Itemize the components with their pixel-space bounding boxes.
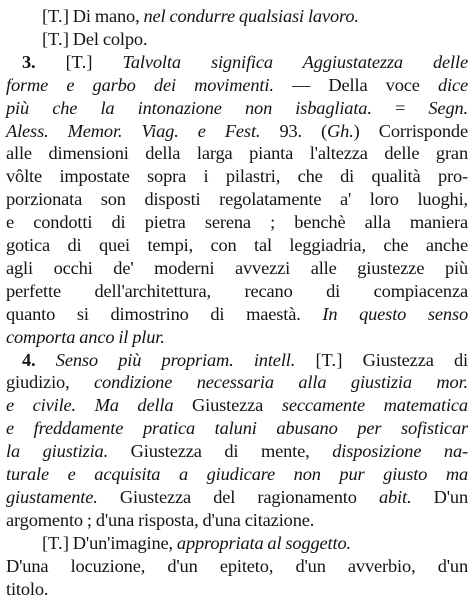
text-run: D'una locuzione, d'un epiteto, d'un avverbio, d'un xyxy=(6,555,468,576)
text-run: giudizio, xyxy=(6,372,95,393)
text-line xyxy=(6,233,468,257)
text-line xyxy=(6,462,468,486)
text-run: [ xyxy=(42,6,48,26)
text-run: perfette dell'architettura, recano di compiacenza xyxy=(6,280,468,301)
text-line xyxy=(6,416,468,440)
text-run: Giustezza di mente, xyxy=(108,441,333,462)
text-line xyxy=(6,302,468,326)
text-run: = xyxy=(371,97,429,118)
text-run: — Della voce xyxy=(273,74,438,95)
text-run: T. xyxy=(47,28,63,49)
text-run: dice xyxy=(437,74,468,95)
text-run: 4. xyxy=(22,349,36,370)
text-run: più che la intonazione non isbagliata. xyxy=(6,97,372,118)
text-run: condizione necessaria alla giustizia mor. xyxy=(94,372,468,393)
text-run: [ xyxy=(35,51,72,72)
text-line xyxy=(6,370,468,394)
text-run: ] D'un'imagine, xyxy=(62,532,177,553)
text-run: appropriata al soggetto. xyxy=(176,532,351,553)
text-run: D'un xyxy=(411,486,468,507)
text-line xyxy=(6,119,468,143)
text-run: Gh. xyxy=(327,120,354,141)
text-run: gotica di quei tempi, con tal leggiadria, che anche xyxy=(6,235,468,255)
text-run: giustamente. xyxy=(6,486,98,507)
text-run: T. xyxy=(47,6,63,26)
text-run: seccamente matematica xyxy=(281,395,468,416)
text-run: Senso più propriam. intell. xyxy=(55,349,296,370)
text-line xyxy=(22,348,468,372)
text-run: vôlte impostate sopra i pilastri, che di qualità pro- xyxy=(6,166,468,187)
text-line xyxy=(6,96,468,120)
text-run: Segn. xyxy=(428,97,468,118)
text-run: ] Del colpo. xyxy=(62,28,148,49)
text-line xyxy=(6,210,468,234)
text-run: alle dimensioni della larga pianta l'altezza delle gran xyxy=(6,143,468,164)
text-run: Aless. Memor. Viag. e Fest. xyxy=(6,120,261,141)
text-run: disposizione na- xyxy=(332,441,468,462)
text-run: titolo. xyxy=(6,578,49,599)
text-run: e freddamente pratica taluni abusano per sofisticar xyxy=(6,418,468,439)
text-line xyxy=(42,27,468,51)
dictionary-page-text xyxy=(6,4,468,599)
text-run: 93. ( xyxy=(260,120,328,141)
text-run: T. xyxy=(71,51,87,72)
text-run: abit. xyxy=(378,486,412,507)
text-run: quanto si dimostrino di maestà. xyxy=(6,303,323,324)
text-line xyxy=(6,554,468,578)
text-run: T. xyxy=(321,349,337,370)
text-line xyxy=(6,577,468,601)
text-run: 3. xyxy=(22,51,36,72)
text-run: ] Di mano, xyxy=(62,6,144,26)
text-run: e condotti di pietra serena ; benchè alla maniera xyxy=(6,212,468,233)
text-line xyxy=(6,187,468,211)
text-line xyxy=(6,485,468,509)
text-line xyxy=(6,256,468,280)
text-run: In questo senso xyxy=(322,303,468,324)
text-run: [ xyxy=(42,532,48,553)
text-run: la giustizia. xyxy=(6,441,109,462)
text-run: e civile. Ma della xyxy=(6,395,174,416)
text-line xyxy=(6,73,468,97)
text-run: Giustezza xyxy=(173,395,282,416)
text-line xyxy=(6,393,468,417)
text-run: turale e acquisita a giudicare non pur giusto ma xyxy=(6,464,468,484)
text-run: agli occhi de' moderni avvezzi alle giustezze più xyxy=(6,257,468,278)
text-run: [ xyxy=(295,349,322,370)
text-line xyxy=(6,164,468,188)
text-run xyxy=(36,350,56,370)
text-run: comporta anco il plur. xyxy=(6,326,165,347)
text-line xyxy=(6,141,468,165)
text-line xyxy=(22,50,468,74)
text-run: Giustezza del ragionamento xyxy=(97,486,379,507)
text-line xyxy=(6,325,468,349)
text-run: argomento ; d'una risposta, d'una citazione. xyxy=(6,509,315,530)
text-run: [ xyxy=(42,28,48,49)
text-line xyxy=(6,279,468,303)
text-line xyxy=(6,508,468,532)
text-line xyxy=(6,439,468,463)
text-run: ] Giustezza di xyxy=(336,349,468,370)
text-run: nel condurre qualsiasi lavoro. xyxy=(143,6,359,26)
text-run: porzionata son disposti regolatamente a' loro luoghi, xyxy=(6,189,468,210)
text-line xyxy=(42,531,468,555)
text-run: forme e garbo dei movimenti. xyxy=(6,74,274,95)
text-run: T. xyxy=(47,532,63,553)
text-run: ] xyxy=(86,51,123,72)
text-line xyxy=(42,4,468,28)
text-run: ) Corrisponde xyxy=(353,120,468,141)
text-run: Talvolta significa Aggiustatezza delle xyxy=(122,51,468,72)
